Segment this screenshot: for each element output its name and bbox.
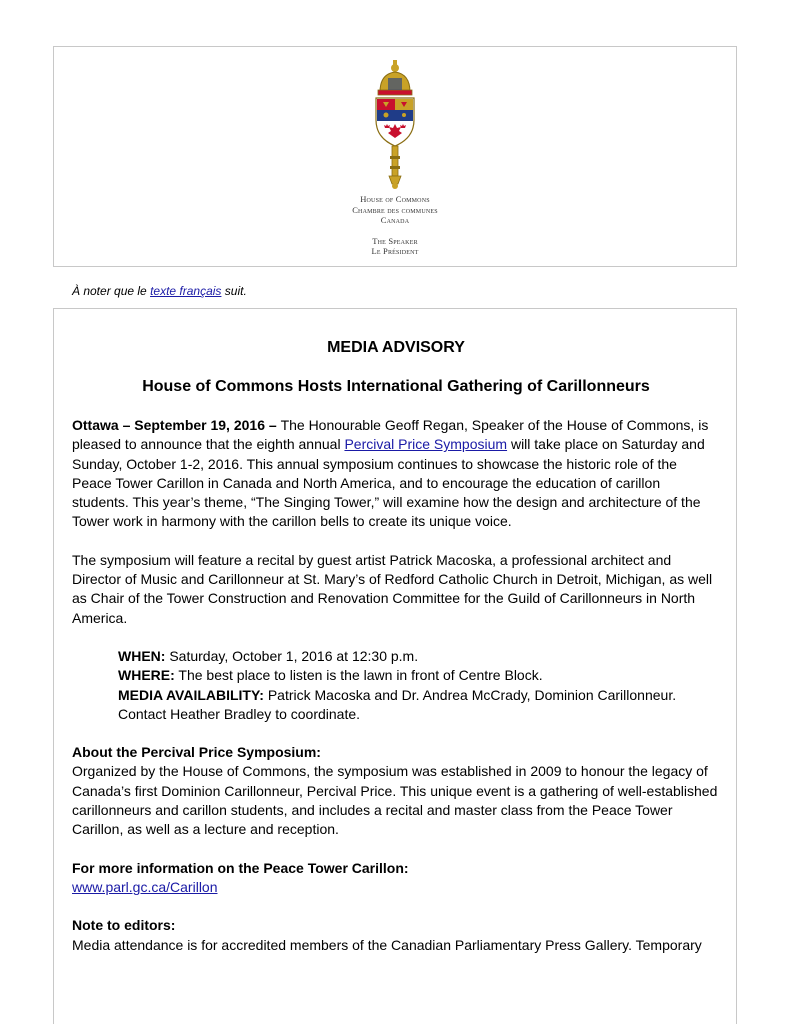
contact-line: Contact Heather Bradley to coordinate.: [118, 705, 361, 722]
advisory-label: MEDIA ADVISORY: [327, 339, 465, 356]
org-line-3: Canada: [380, 215, 410, 225]
editors-text: Media attendance is for accredited members of the Canadian Parliamentary Press Gallery. Temporary: [72, 936, 702, 953]
more-info-section: [72, 859, 720, 898]
editors-heading: Note to editors:: [72, 917, 176, 934]
note-prefix: À noter que le: [72, 284, 151, 298]
about-section: [72, 743, 720, 839]
paragraph-intro: [72, 416, 720, 532]
availability-value: Patrick Macoska and Dr. Andrea McCrady, Dominion Carillonneur.: [263, 686, 677, 703]
availability-label: MEDIA AVAILABILITY:: [118, 686, 264, 703]
french-text-note: [72, 284, 247, 298]
where-value: The best place to listen is the lawn in front of Centre Block.: [174, 667, 543, 684]
where-line: [118, 666, 720, 685]
event-details: [72, 647, 720, 724]
intro-text-a: The Honourable Geoff Regan, Speaker of the House of Commons, is pleased to announce that the eighth annual: [72, 417, 709, 453]
french-text-link[interactable]: texte français: [150, 284, 222, 298]
advisory-headline: House of Commons Hosts International Gathering of Carillonneurs: [142, 378, 650, 395]
when-label: WHEN:: [118, 647, 166, 664]
office-line-1: The Speaker: [372, 235, 418, 246]
about-heading: About the Percival Price Symposium:: [72, 744, 321, 761]
dateline: Ottawa – September 19, 2016 –: [72, 417, 281, 433]
letterhead-text: [295, 194, 495, 257]
when-value: Saturday, October 1, 2016 at 12:30 p.m.: [165, 647, 419, 664]
house-of-commons-crest-icon: [368, 58, 422, 190]
symposium-link[interactable]: Percival Price Symposium: [344, 436, 508, 453]
editors-section: [72, 916, 720, 955]
org-line-1: House of Commons: [360, 194, 430, 204]
carillon-link[interactable]: www.parl.gc.ca/Carillon: [72, 878, 218, 895]
about-text: Organized by the House of Commons, the symposium was established in 2009 to honour the legacy of Canada’s first Dominion Carillonneur, Percival Price. This unique event is a gathering of well-established carillonneurs and carillon students, and includes a recital and master class from the Peace Tower Carillon, as well as a lecture and reception.: [72, 763, 718, 838]
where-label: WHERE:: [118, 667, 175, 684]
office-line-2: Le Président: [371, 246, 419, 256]
paragraph-recital: The symposium will feature a recital by guest artist Patrick Macoska, a professional architect and Director of Music and Carillonneur at St. Mary’s of Redford Catholic Church in Detroit, Michigan, as well as Chair of the Tower Construction and Renovation Committee for the Guild of Carillonneurs in North America.: [72, 551, 713, 626]
org-line-2: Chambre des communes: [352, 204, 438, 215]
when-line: [118, 647, 720, 666]
more-info-heading: For more information on the Peace Tower Carillon:: [72, 859, 409, 876]
note-suffix: suit.: [221, 284, 247, 298]
availability-line: [118, 686, 720, 705]
intro-text-b: will take place on Saturday and Sunday, October 1-2, 2016. This annual symposium continues to showcase the historic role of the Peace Tower Carillon in Canada and North America, and to encourage the education of carillon students. This year’s theme, “The Singing Tower,” will examine how the design and architecture of the Tower work in harmony with the carillon bells to create its unique voice.: [72, 436, 705, 530]
advisory-content: [72, 338, 720, 974]
